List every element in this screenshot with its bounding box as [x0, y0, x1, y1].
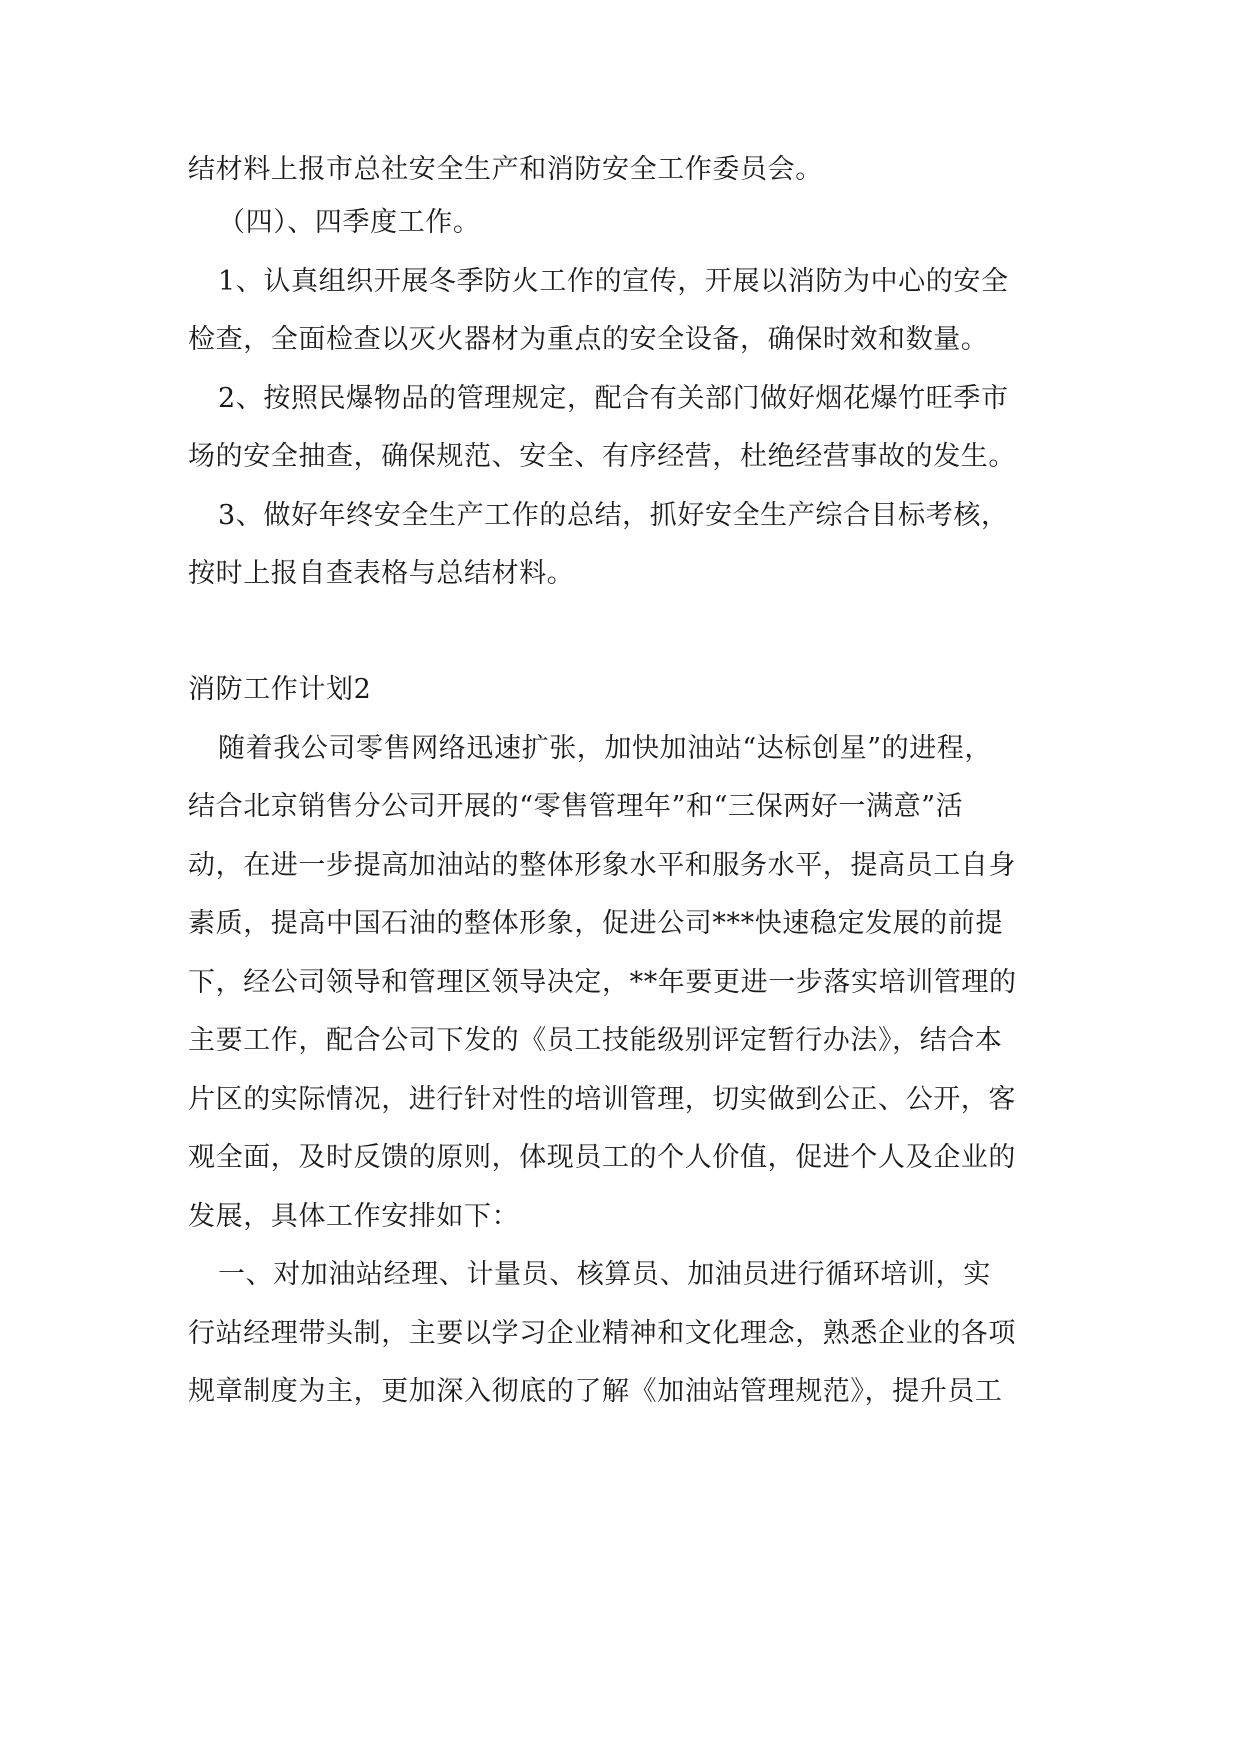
paragraph-line: 3、做好年终安全生产工作的总结，抓好安全生产综合目标考核，: [218, 500, 1009, 531]
paragraph-line: 结合北京销售分公司开展的“零售管理年”和“三保两好一满意”活: [188, 791, 964, 822]
paragraph-line: 行站经理带头制，主要以学习企业精神和文化理念，熟悉企业的各项: [188, 1318, 1016, 1349]
paragraph-line: 动，在进一步提高加油站的整体形象水平和服务水平，提高员工自身: [188, 850, 1016, 881]
document-title: 消防工作计划2: [188, 674, 372, 705]
paragraph-line: 2、按照民爆物品的管理规定，配合有关部门做好烟花爆竹旺季市: [218, 383, 1009, 414]
section-heading: （四）、四季度工作。: [218, 207, 481, 238]
paragraph-line: 规章制度为主，更加深入彻底的了解《加油站管理规范》，提升员工: [188, 1376, 1003, 1407]
paragraph-line: 下，经公司领导和管理区领导决定，**年要更进一步落实培训管理的: [188, 967, 1017, 998]
paragraph-line: 1、认真组织开展冬季防火工作的宣传，开展以消防为中心的安全: [218, 266, 1009, 297]
paragraph-line: 按时上报自查表格与总结材料。: [188, 558, 575, 589]
paragraph-line: 观全面，及时反馈的原则，体现员工的个人价值，促进个人及企业的: [188, 1142, 1016, 1173]
paragraph-line: 素质，提高中国石油的整体形象，促进公司***快速稳定发展的前提: [188, 908, 1004, 939]
paragraph-line: 检查，全面检查以灭火器材为重点的安全设备，确保时效和数量。: [188, 324, 989, 355]
paragraph-line: 片区的实际情况，进行针对性的培训管理，切实做到公正、公开，客: [188, 1084, 1016, 1115]
paragraph-line: 结材料上报市总社安全生产和消防安全工作委员会。: [188, 154, 823, 185]
paragraph-line: 随着我公司零售网络迅速扩张，加快加油站“达标创星”的进程，: [218, 733, 993, 764]
paragraph-line: 主要工作，配合公司下发的《员工技能级别评定暂行办法》，结合本: [188, 1025, 1003, 1056]
paragraph-line: 一、对加油站经理、计量员、核算员、加油员进行循环培训，实: [218, 1259, 991, 1290]
paragraph-line: 场的安全抽查，确保规范、安全、有序经营，杜绝经营事故的发生。: [188, 441, 1016, 472]
paragraph-line: 发展，具体工作安排如下：: [188, 1201, 520, 1232]
